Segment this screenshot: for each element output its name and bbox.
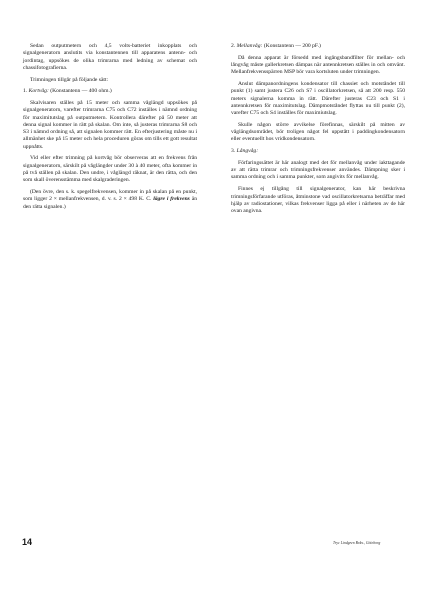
section-heading-mellanvag xyxy=(231,43,405,50)
signalgenerator-paragraph: Finnes ej tillgång till signalgenerator, kan här beskrivna trimningsförfarande utföras, åtminstone vad oscillatorkretsarna beträffar med hjälp av radiostationer, vilkas frekvenser ligga på eller i närheten av de här ovan angivna. xyxy=(231,186,405,215)
section-title: Långvåg: xyxy=(236,148,259,155)
section-title: Kortvåg: xyxy=(28,88,49,95)
damp-paragraph: Anslut dämpanordningens kondensator till chassiet och motståndet till punkt (1) samt justera C26 och S7 i oscillatorkretsen, så att 200 resp. 550 meters signalerna komma in rätt. Därefter justeras C23 och S1 i antennkretsen för maximitutslag. Dämpmotståndet flyttas nu till punkt (2), varefter C75 och S4 inställes för maximiutslag. xyxy=(231,81,405,117)
right-column xyxy=(231,43,405,220)
section-heading-langvag xyxy=(231,148,405,155)
left-column xyxy=(23,43,197,215)
langvag-paragraph: Förfaringssättet är här analogt med det för mellanvåg under iakttagande av att rätta trimrar och trimningsfrekvenser användes. Dämpning sker i samma ordning och i samma punkter, som angivits för mellanvåg. xyxy=(231,159,405,181)
avvikelse-paragraph: Skulle någon större avvikelse förefinnas, särskilt på mitten av våglängdsområdet, bör troligen något fel uppstått i paddingkondensatorn eller eventuellt hos vridkondensatorn. xyxy=(231,121,405,143)
observation-paragraph: Vid eller efter trimning på kortvåg bör observeras att en frekvens från signalgeneratorn, särskilt på våglängder under 30 à 40 meter, ofta kommer in på två ställen på skalan. Den undre, i våglängd räknat, är den rätta, och den som skall överensstämma med skalgraderingen. xyxy=(23,155,197,184)
spegelfrekvens-text-a: (Den övre, den s. k. spegelfrekvensen, kommer in på skalan på en punkt, som ligger 2 × mellanfrekvensen, d. v. s. 2 × 498 K. C. xyxy=(23,189,197,203)
page-number: 14 xyxy=(22,537,33,547)
intro-paragraph: Sedan outputmetern och 4,5 volts-batteriet inkopplats och signalgeneratorn anslutits via konstantennen till apparatens antenn- och jordintag, uppsökes de olika trimrarna med ledning av schemat och chassifotografierna. xyxy=(23,43,197,71)
section-note: (Konstantenn — 400 ohm.) xyxy=(50,88,112,95)
spegelfrekvens-paragraph xyxy=(23,189,197,211)
section-note: (Konstantenn — 200 pF.) xyxy=(263,43,321,49)
kortvag-paragraph: Skalvisaren ställes på 15 meter och samma våglängd uppsökes på signalgeneratorn, varefter trimrarna C75 och C72 inställes i nämnd ordning för maximitutslag på outputmetern. Kontrollera därefter på 50 meter att denna signal kommer in rätt på skalan. Om inte, så justeras trimrarna S8 och S3 i nämnd ordning så, att signalen kommer rätt. En efterjustering måste nu i allmänhet ske på 15 meter och hela proceduren göras om tills ett gott resultat uppnåtts. xyxy=(23,100,197,150)
section-number: 3. xyxy=(231,148,236,155)
printer-imprint: Tryc Lindgren Bokv., Göteborg xyxy=(333,541,381,545)
section-title: Mellanvåg: xyxy=(236,43,263,49)
emphasis-text: lägre i frekvens xyxy=(153,196,190,203)
section-number: 1. xyxy=(23,88,28,95)
section-number: 2. xyxy=(231,43,236,49)
spegelfrekvens-text-c: än den rätta signalen.) xyxy=(23,196,198,210)
section-heading-kortvag xyxy=(23,88,197,95)
procedure-intro: Trimningen tillgår på följande sätt: xyxy=(30,76,109,83)
mellanvag-paragraph: Då denna apparat är försedd med ingångsbandfilter för mellan- och långvåg måste gallerkretsen dämpas när antennkretsen ställes in och omvänt. Mellanfrekvensspärren MSP bör vara kortsluten under trimningen. xyxy=(231,54,405,76)
